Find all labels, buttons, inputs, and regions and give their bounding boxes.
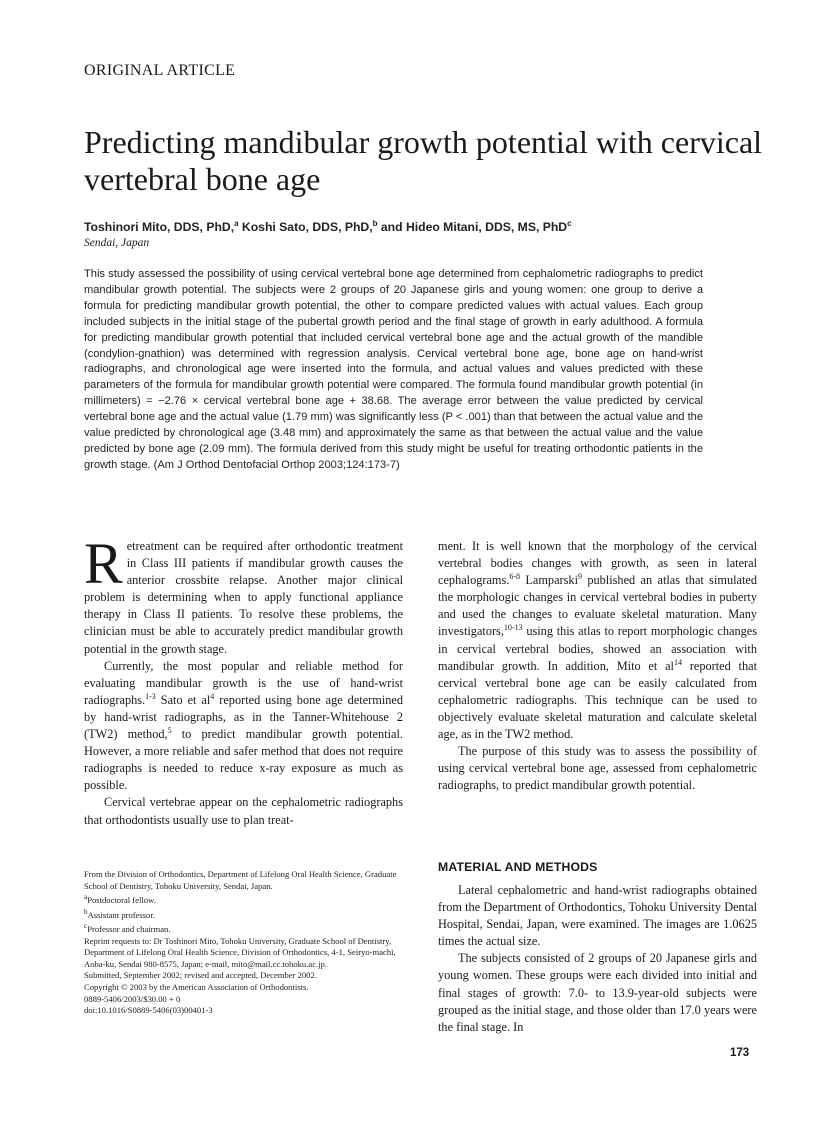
intro-paragraph-1-text: etreatment can be required after orthodontic treatment in Class III patients if mandibular growth causes the anterior crossbite relapse. Another major clinical problem is determining when to apply functional appliance therapy in Class II patients. To resolve these problems, the clinician must be able to accurately predict mandibular growth potential in the growth stage. <box>84 539 403 656</box>
citation-ref[interactable]: 1-3 <box>145 691 156 701</box>
footnote-affiliation: From the Division of Orthodontics, Department of Lifelong Oral Health Science, Graduate School of Dentistry, Tohoku University, Sendai, Japan. <box>84 869 397 891</box>
text-run: to predict mandibular growth potential. However, a more reliable and safer method that does not require radiographs is needed to reduce x-ray exposure as much as possible. <box>84 727 403 793</box>
author-list <box>84 219 572 234</box>
footnote-submitted: Submitted, September 2002; revised and accepted, December 2002. <box>84 970 317 981</box>
citation-ref[interactable]: 4 <box>210 691 215 701</box>
citation-ref[interactable]: 6-8 <box>509 572 521 582</box>
footnote-doi[interactable]: doi:10.1016/S0889-5406(03)00401-3 <box>84 1005 213 1016</box>
author-location: Sendai, Japan <box>84 237 150 249</box>
page-number: 173 <box>730 1047 750 1059</box>
intro-paragraph-5: The purpose of this study was to assess the possibility of using cervical vertebral bone age, assessed from cephalometric radiographs, to predict mandibular growth potential. <box>438 744 757 793</box>
author-sato-affil-mark: b <box>372 219 378 228</box>
author-mitani: and Hideo Mitani, DDS, MS, PhD <box>377 220 568 235</box>
footnote-b: $^b$Assistant professor. <box>84 907 155 920</box>
footnotes <box>84 869 403 1017</box>
citation-ref[interactable]: 9 <box>578 572 582 582</box>
author-sato: Koshi Sato, DDS, PhD, <box>238 220 373 235</box>
text-run: Lamparski <box>520 573 578 588</box>
body-column-left <box>84 531 403 829</box>
text-run: reported that cervical vertebral bone age can be easily calculated from cephalometric radiographs. This technique can be used to objectively evaluate skeletal maturation and calculate skeletal age, as in the TW2 method. <box>438 658 757 742</box>
section-label: ORIGINAL ARTICLE <box>84 62 236 79</box>
article-title: Predicting mandibular growth potential with cervical vertebral bone age <box>84 124 763 197</box>
intro-paragraph-4 <box>438 538 757 743</box>
drop-cap: R <box>84 531 123 596</box>
abstract: This study assessed the possibility of using cervical vertebral bone age determined from cephalometric radiographs to predict mandibular growth potential. The subjects were 2 groups of 20 Japanese girls and young women: one group to derive a formula for predicting mandibular growth potential, the other to compare predicted values with actual values. Each group included subjects in the initial stage of the pubertal growth period and the final stage of growth in early adulthood. A formula for predicting mandibular growth potential that included cervical vertebral bone age and the actual growth of the mandible (condylion-gnathion) was determined with regression analysis. Cervical vertebral bone age, bone age on hand-wrist radiographs, and chronological age were inserted into the formula, and actual values and values predicted with these parameters of the formula for mandibular growth potential were compared. The formula found mandibular growth potential (in millimeters) = −2.76 × cervical vertebral bone age + 38.68. The average error between the value predicted by cervical vertebral bone age and the actual value (1.79 mm) was significantly less (P < .001) than that between the actual value and the value predicted by chronological age (3.48 mm) and approximately the same as that between the actual value and the value predicted by bone age (2.09 mm). The formula derived from this study might be useful for treating orthodontic patients in the growth stage. (Am J Orthod Dentofacial Orthop 2003;124:173-7) <box>84 268 703 471</box>
footnote-text: Professor and chairman. <box>87 923 171 934</box>
text-run: using this atlas to report morphologic changes in cervical vertebral bodies, showed an association with mandibular growth. In addition, Mito et al <box>438 624 757 673</box>
footnote-c: $^c$Professor and chairman. <box>84 922 171 934</box>
footnote-copyright: Copyright © 2003 by the American Association of Orthodontists. <box>84 981 309 992</box>
footnote-text: Assistant professor. <box>87 909 155 920</box>
methods-paragraph-2: The subjects consisted of 2 groups of 20 Japanese girls and young women. These groups were each divided into initial and final stages of growth: 7.0- to 13.9-year-old subjects were grouped as the initial stage, and those older than 17.0 years were the final stage. In <box>438 951 757 1034</box>
text-run: Sato et al <box>155 692 211 707</box>
intro-paragraph-1 <box>84 531 403 658</box>
citation-ref[interactable]: 5 <box>167 725 172 735</box>
text-run: Currently, the most popular and reliable method for evaluating mandibular growth is the use of hand-wrist radiographs. <box>84 658 403 707</box>
text-run: published an atlas that simulated the morphologic changes in cervical vertebral bodies in puberty and used the changes to evaluate skeletal maturation. Many investigators, <box>438 573 757 639</box>
footnote-issn: 0889-5406/2003/$30.00 + 0 <box>84 993 181 1004</box>
methods-paragraph-1: Lateral cephalometric and hand-wrist radiographs obtained from the Department of Orthodontics, Tohoku University Dental Hospital, Sendai, Japan, were examined. The images are 1.0625 times the actual size. <box>438 883 757 949</box>
author-mito-affil-mark: a <box>234 219 239 228</box>
footnote-a: $^a$Postdoctoral fellow. <box>84 893 156 906</box>
intro-paragraph-3: Cervical vertebrae appear on the cephalometric radiographs that orthodontists usually use to plan treat- <box>84 795 403 827</box>
footnote-text: Postdoctoral fellow. <box>87 895 156 906</box>
intro-paragraph-2 <box>84 658 403 795</box>
methods-text <box>438 882 757 1036</box>
citation-ref[interactable]: 14 <box>673 657 682 667</box>
footnote-reprint: Reprint requests to: Dr Toshinori Mito, Tohoku University, Graduate School of Dentistry, Department of Lifelong Oral Health Science, Division of Orthodontics, 4-1, Seiryo-machi, Aoba-ku, Sendai 980-8575, Japan; e-mail, mito@mail.cc.tohoku.ac.jp. <box>84 935 396 969</box>
body-column-right <box>438 538 757 794</box>
author-mito: Toshinori Mito, DDS, PhD, <box>84 220 235 235</box>
text-run: ment. It is well known that the morphology of the cervical vertebral bodies changes with growth, as seen in lateral cephalograms. <box>438 539 757 588</box>
author-mitani-affil-mark: c <box>567 219 572 228</box>
citation-ref[interactable]: 10-13 <box>503 623 523 633</box>
text-run: reported using bone age determined by hand-wrist radiographs, as in the Tanner-Whitehouse 2 (TW2) method, <box>84 692 403 742</box>
section-heading-methods: MATERIAL AND METHODS <box>438 860 598 874</box>
